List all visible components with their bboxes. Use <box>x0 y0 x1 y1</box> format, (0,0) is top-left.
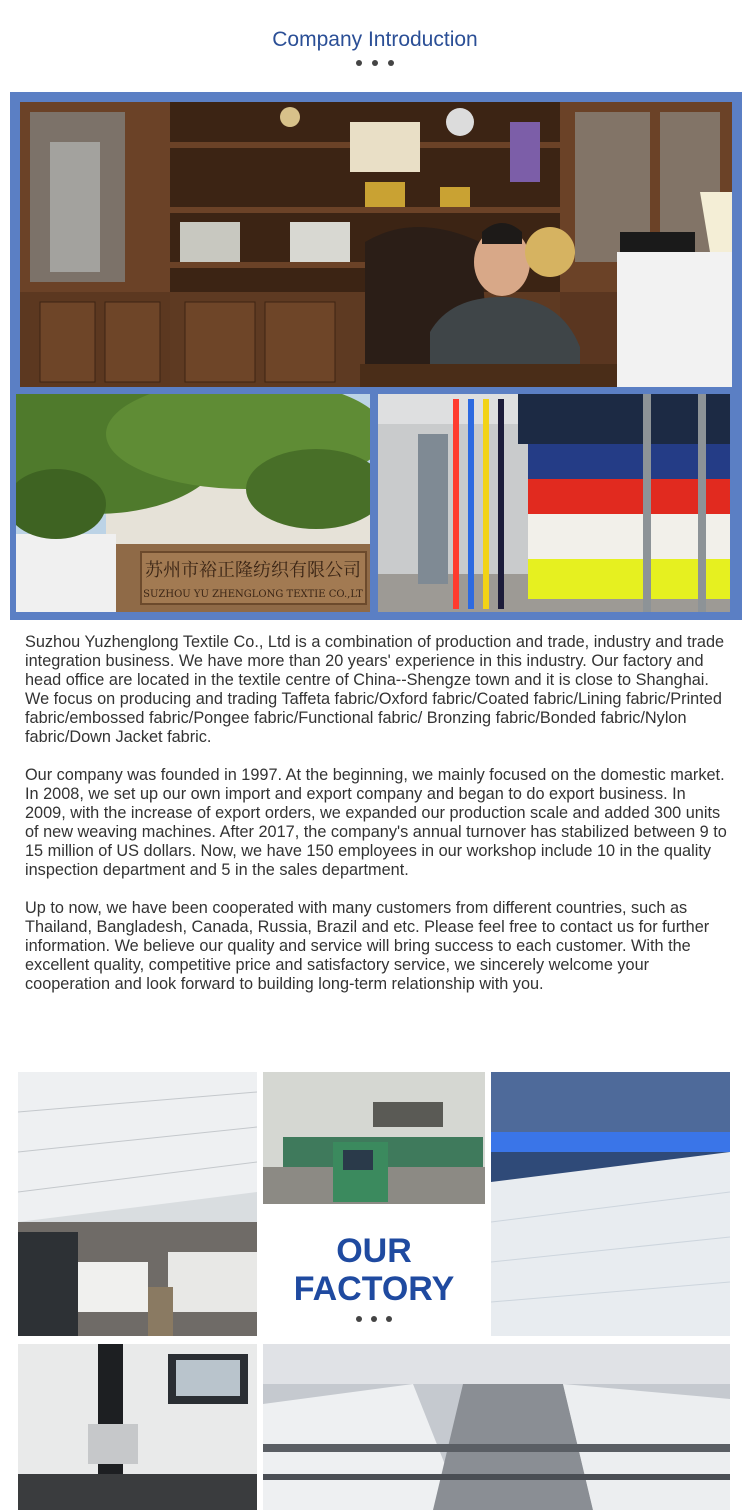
intro-paragraph-3: Up to now, we have been cooperated with many customers from different countries, such as Thailand, Bangladesh, Canada, Russia, Brazil and etc. Please feel free to contact us for further information. We believe our quality and service will bring success to each customer. With the excellent quality, competitive price and satisfactory service, we sincerely welcome your cooperation and look forward to building long-term relationship with you. <box>25 899 710 993</box>
fabric-weaving-photo <box>491 1072 730 1336</box>
our-factory-label <box>263 1210 485 1336</box>
company-intro-text <box>25 633 730 1013</box>
intro-paragraph-2: Our company was founded in 1997. At the beginning, we mainly focused on the domestic market. In 2008, we set up our own import and export company and began to do export business. In 2009, with the increase of export orders, we expanded our production scale and added 300 units of new weaving machines. After 2017, the company's annual turnover has stabilized between 9 to 15 million of US dollars. Now, we have 150 employees in our workshop include 10 in the quality inspection department and 5 in the sales department. <box>25 766 727 879</box>
factory-gate-photo <box>16 394 370 612</box>
gate-sign-chinese: 苏州市裕正隆纺织有限公司 <box>145 560 361 581</box>
page-title: Company Introduction <box>272 28 478 51</box>
factory-workshop-photo <box>18 1072 257 1336</box>
title-dots <box>0 60 750 66</box>
factory-machine-photo <box>263 1072 485 1204</box>
intro-paragraph-1: Suzhou Yuzhenglong Textile Co., Ltd is a combination of production and trade, industry and trade integration business. We have more than 20 years' experience in this industry. Our factory and head office are located in the textile centre of China--Shengze town and it is close to Shanghai. We focus on producing and trading Taffeta fabric/Oxford fabric/Coated fabric/Lining fabric/Printed fabric/embossed fabric/Pongee fabric/Functional fabric/ Bronzing fabric/Bonded fabric/Nylon fabric/Down Jacket fabric. <box>25 633 725 746</box>
testing-equipment-photo <box>18 1344 257 1510</box>
gate-sign-english: SUZHOU YU ZHENGLONG TEXTIE CO.,LT <box>143 589 363 600</box>
fabric-rolls-photo <box>378 394 730 612</box>
factory-label-dots <box>263 1316 485 1322</box>
factory-label-line1: OUR <box>336 1232 412 1270</box>
weaving-hall-photo <box>263 1344 730 1510</box>
intro-photo-frame <box>10 92 742 620</box>
office-photo <box>20 102 732 387</box>
factory-label-line2: FACTORY <box>293 1270 455 1308</box>
our-factory-section <box>0 1070 750 1510</box>
